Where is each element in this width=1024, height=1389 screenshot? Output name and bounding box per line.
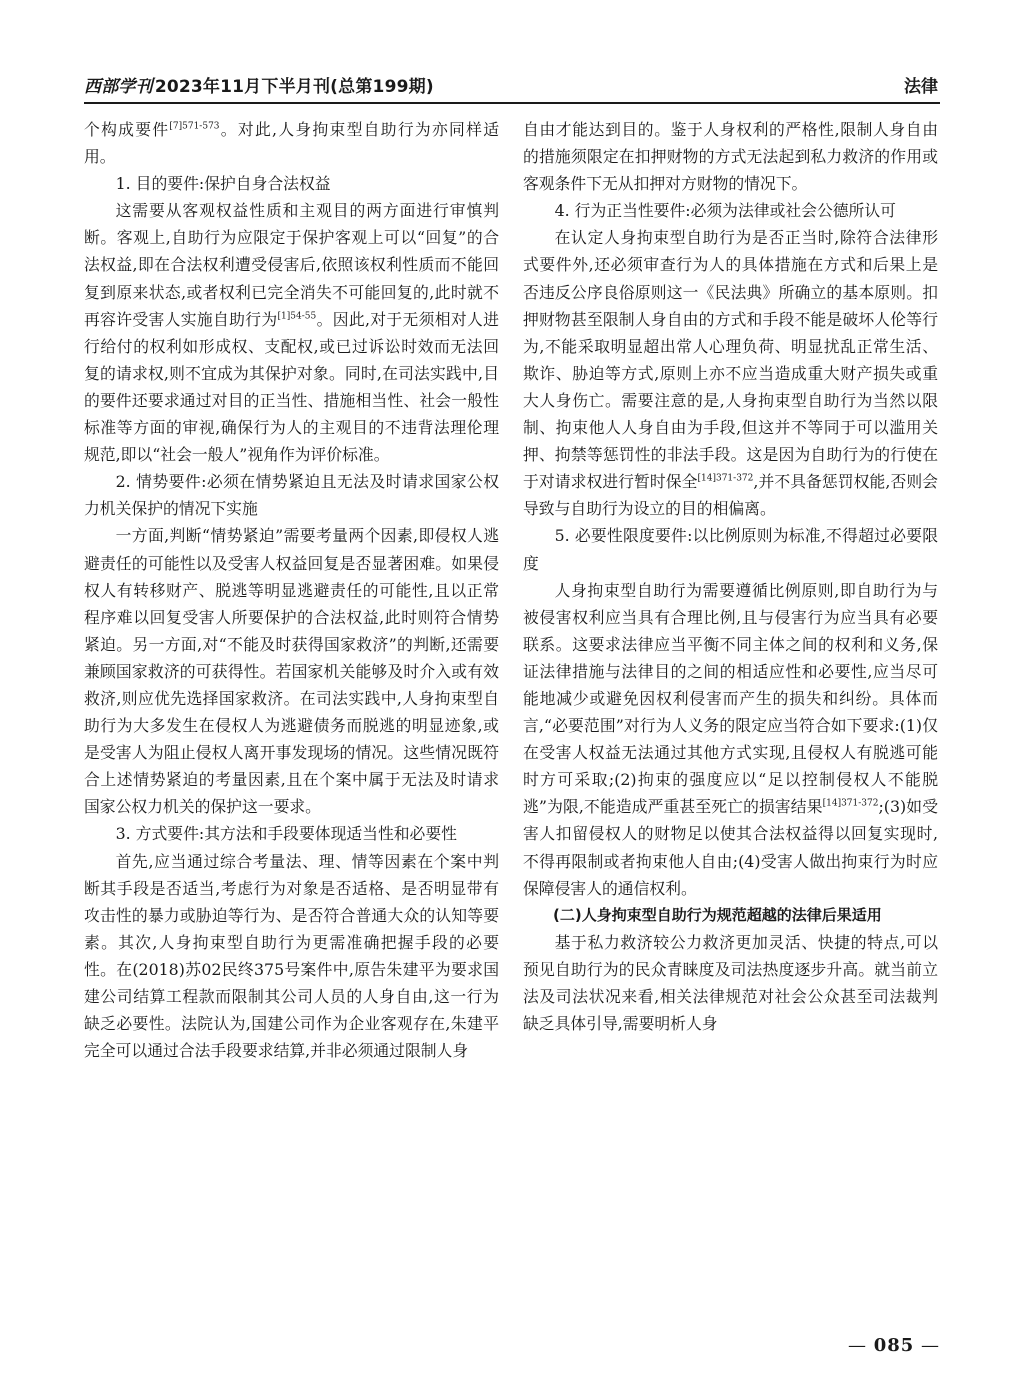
section-label: 法律	[904, 77, 938, 97]
paragraph-text: ;(3)如受害人扣留侵权人的财物足以使其合法权益得以回复实现时,不得再限制或者拘束他人自由;(4)受害人做出拘束行为时应保障侵害人的通信权利。	[523, 797, 938, 898]
paragraph	[523, 577, 938, 902]
paragraph-text: 2. 情势要件:必须在情势紧迫且无法及时请求国家公权力机关保护的情况下实施	[84, 472, 499, 519]
section-heading	[84, 468, 499, 522]
running-header	[84, 70, 940, 104]
paragraph-text: 首先,应当通过综合考量法、理、情等因素在个案中判断其手段是否适当,考虑行为对象是否适格、是否明显带有攻击性的暴力或胁迫等行为、是否符合普通大众的认知等要素。其次,人身拘束型自助行为更需准确把握手段的必要性。在(2018)苏02民终375号案件中,原告朱建平为要求国建公司结算工程款而限制其公司人员的人身自由,这一行为缺乏必要性。法院认为,国建公司作为企业客观存在,朱建平完全可以通过合法手段要求结算,并非必须通过限制人身	[84, 851, 499, 1061]
paragraph-text: 。对此,人身拘束型自助行为亦同样适用。	[84, 120, 499, 167]
section-heading	[523, 522, 938, 576]
paragraph-text: 5. 必要性限度要件:以比例原则为标准,不得超过必要限度	[523, 526, 938, 573]
section-heading	[84, 170, 499, 197]
journal-issue: 2023年11月下半月刊(总第199期)	[154, 77, 434, 97]
paragraph-text: 个构成要件	[84, 120, 170, 139]
section-heading	[523, 902, 938, 929]
paragraph-text: 3. 方式要件:其方法和手段要体现适当性和必要性	[115, 824, 457, 844]
paragraph-text: 基于私力救济较公力救济更加灵活、快捷的特点,可以预见自助行为的民众青睐度及司法热度逐步升高。就当前立法及司法状况来看,相关法律规范对社会公众甚至司法裁判缺乏具体引导,需要明析人身	[523, 932, 938, 1034]
paragraph-text: 这需要从客观权益性质和主观目的两方面进行审慎判断。客观上,自助行为应限定于保护客观上可以“回复”的合法权益,即在合法权利遭受侵害后,依照该权利性质而不能回复到原来状态,或者权利已完全消失不可能回复的,此时就不再容许受害人实施自助行为	[84, 201, 499, 329]
paragraph-text: 自由才能达到目的。鉴于人身权利的严格性,限制人身自由的措施须限定在扣押财物的方式无法起到私力救济的作用或客观条件下无从扣押对方财物的情况下。	[523, 120, 938, 194]
paragraph	[523, 224, 938, 522]
paragraph	[523, 116, 938, 197]
citation-reference: [7]571-573	[169, 121, 220, 132]
paragraph-text: 4. 行为正当性要件:必须为法律或社会公德所认可	[554, 201, 896, 221]
paragraph	[523, 929, 938, 1037]
paragraph-text: (二)人身拘束型自助行为规范超越的法律后果适用	[553, 905, 882, 924]
paragraph-text: 在认定人身拘束型自助行为是否正当时,除符合法律形式要件外,还必须审查行为人的具体措施在方式和后果上是否违反公序良俗原则这一《民法典》所确立的基本原则。扣押财物甚至限制人身自由的方式和手段不能是破坏人伦等行为,不能采取明显超出常人心理负荷、明显扰乱正常生活、欺诈、胁迫等方式,原则上亦不应当造成重大财产损失或重大人身伤亡。需要注意的是,人身拘束型自助行为当然以限制、拘束他人人身自由为手段,但这并不等同于可以滥用关押、拘禁等惩罚性的非法手段。这是因为自助行为的行使在于对请求权进行暂时保全	[523, 228, 938, 492]
paragraph-text: 一方面,判断“情势紧迫”需要考量两个因素,即侵权人逃避责任的可能性以及受害人权益回复是否显著困难。如果侵权人有转移财产、脱逃等明显逃避责任的可能性,且以正常程序难以回复受害人所要保护的合法权益,此时则符合情势紧迫。另一方面,对“不能及时获得国家救济”的判断,还需要兼顾国家救济的可获得性。若国家机关能够及时介入或有效救济,则应优先选择国家救济。在司法实践中,人身拘束型自助行为大多发生在侵权人为逃避债务而脱逃的明显迹象,或是受害人为阻止侵权人离开事发现场的情况。这些情况既符合上述情势紧迫的考量因素,且在个案中属于无法及时请求国家公权力机关的保护这一要求。	[84, 526, 499, 817]
citation-reference: [14]371-372	[822, 799, 879, 810]
paragraph	[84, 116, 499, 170]
page-number: 085	[873, 1335, 915, 1356]
paragraph	[84, 522, 499, 820]
citation-reference: [1]54-55	[277, 311, 317, 322]
journal-title	[84, 72, 434, 97]
section-heading	[523, 197, 938, 224]
left-text-column	[84, 116, 499, 1064]
journal-logo: 西部学刊	[84, 77, 153, 97]
paragraph-text: ,并不具备惩罚权能,否则会导致与自助行为设立的目的相偏离。	[523, 472, 938, 519]
section-heading	[84, 820, 499, 847]
paragraph-text: 。因此,对于无须相对人进行给付的权利如形成权、支配权,或已过诉讼时效而无法回复的请求权,则不宜成为其保护对象。同时,在司法实践中,目的要件还要求通过对目的正当性、措施相当性、社会一般性标准等方面的审视,确保行为人的主观目的不违背法理伦理规范,即以“社会一般人”视角作为评价标准。	[84, 309, 499, 465]
citation-reference: [14]371-372	[697, 473, 754, 484]
paragraph-text: 1. 目的要件:保护自身合法权益	[115, 174, 331, 194]
paragraph	[84, 197, 499, 468]
right-text-column	[523, 116, 938, 1037]
paragraph	[84, 848, 499, 1065]
page-footer: — 085 —	[847, 1335, 940, 1356]
paragraph-text: 人身拘束型自助行为需要遵循比例原则,即自助行为与被侵害权利应当具有合理比例,且与侵害行为应当具有必要联系。这要求法律应当平衡不同主体之间的权利和义务,保证法律措施与法律目的之间的相适应性和必要性,应当尽可能地减少或避免因权利侵害而产生的损失和纠纷。具体而言,“必要范围”对行为人义务的限定应当符合如下要求:(1)仅在受害人权益无法通过其他方式实现,且侵权人有脱逃可能时方可采取;(2)拘束的强度应以“足以控制侵权人不能脱逃”为限,不能造成严重甚至死亡的损害结果	[523, 580, 938, 817]
